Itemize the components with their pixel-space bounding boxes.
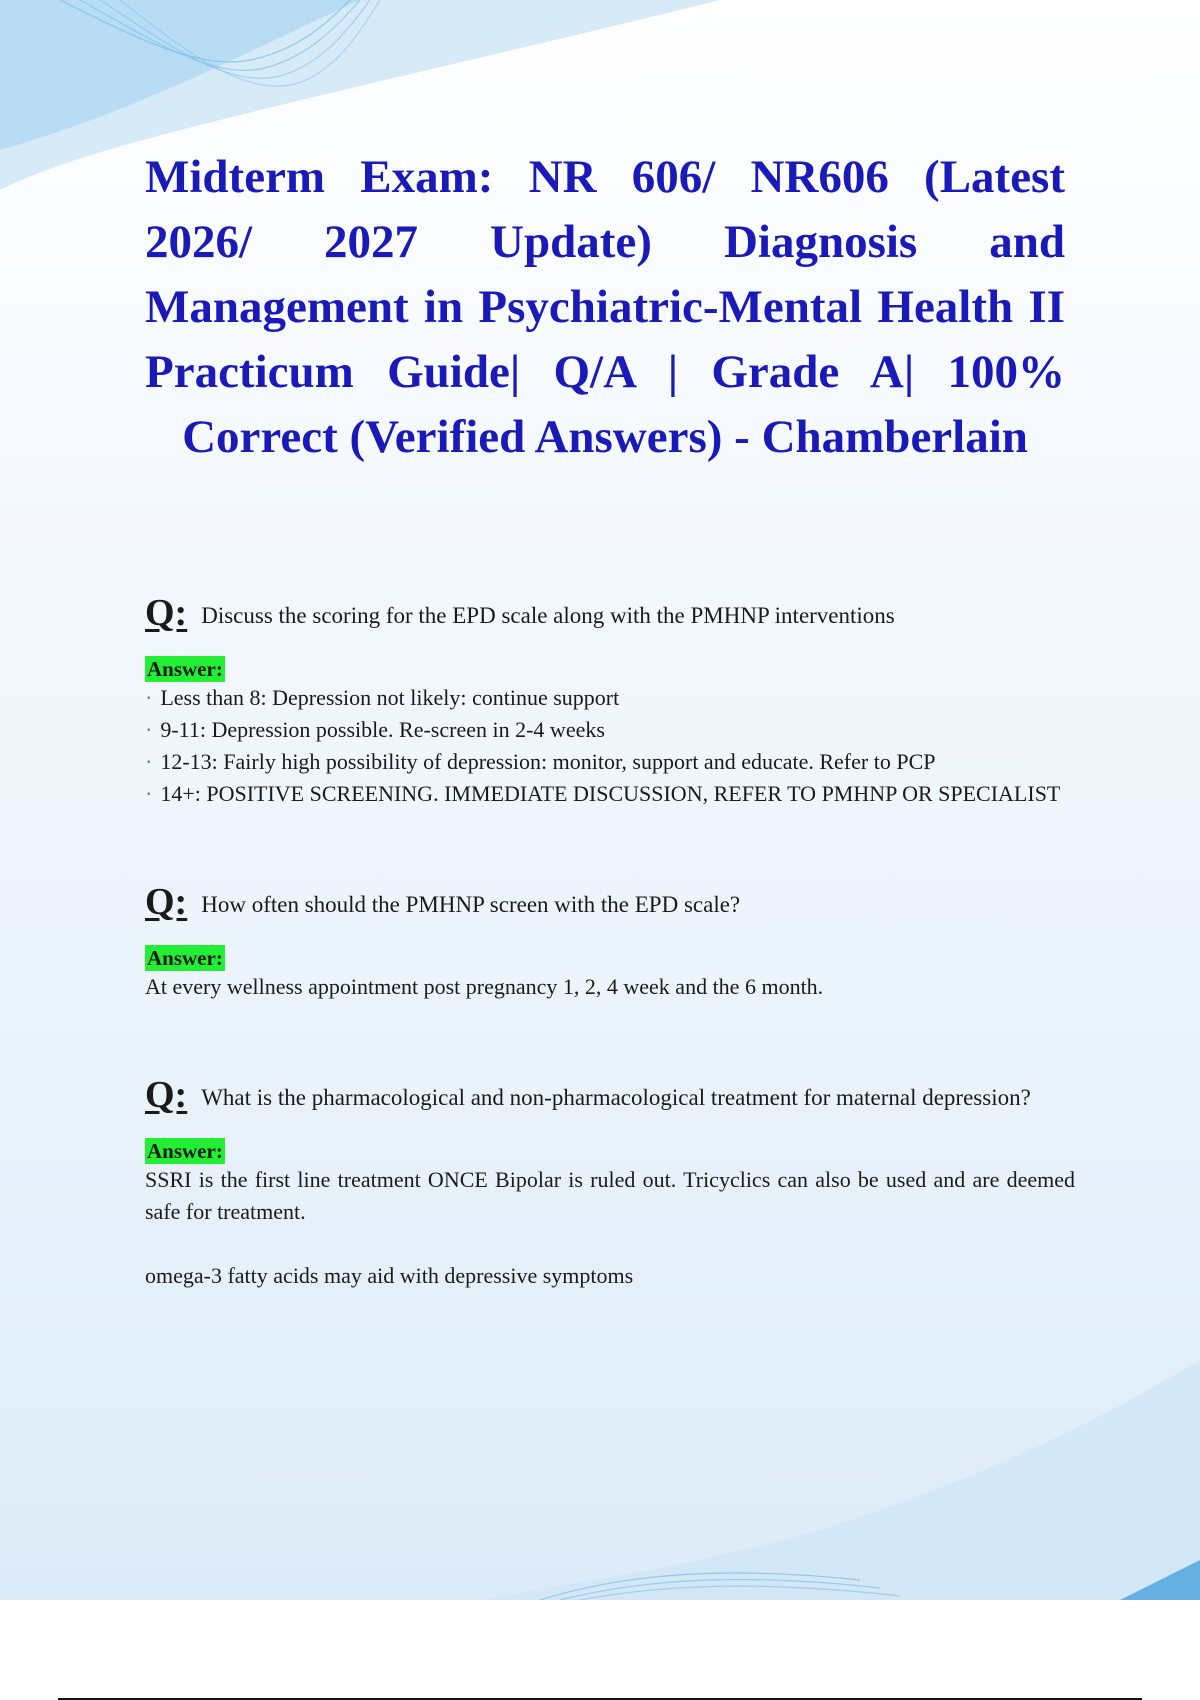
qa-item-3 xyxy=(145,1074,1075,1292)
answer-text: At every wellness appointment post pregnancy 1, 2, 4 week and the 6 month. xyxy=(145,974,824,999)
question-text: How often should the PMHNP screen with the EPD scale? xyxy=(201,892,741,917)
bullet-icon: · xyxy=(145,749,153,774)
question-row xyxy=(145,592,1075,634)
question-text: What is the pharmacological and non-pharmacological treatment for maternal depression? xyxy=(201,1085,1031,1110)
q-marker: Q: xyxy=(145,881,188,923)
bullet-icon: · xyxy=(145,685,153,710)
q-marker: Q: xyxy=(145,1074,188,1116)
question-text: Discuss the scoring for the EPD scale along with the PMHNP interventions xyxy=(201,603,895,628)
answer-line xyxy=(145,714,1075,746)
answer-text: 12-13: Fairly high possibility of depression: monitor, support and educate. Refer to PCP xyxy=(160,749,936,774)
answer-text: 9-11: Depression possible. Re-screen in 2-4 weeks xyxy=(160,717,605,742)
answer-line xyxy=(145,746,1075,778)
answer-label: Answer: xyxy=(147,657,223,681)
question-row xyxy=(145,1074,1075,1116)
answer-text: omega-3 fatty acids may aid with depressive symptoms xyxy=(145,1263,634,1288)
qa-item-2 xyxy=(145,881,1075,1003)
answer-line xyxy=(145,1260,1075,1292)
document-title: Midterm Exam: NR 606/ NR606 (Latest 2026/ 2027 Update) Diagnosis and Management in Psychiatric-Mental Health II Practicum Guide| Q/A | Grade A| 100% Correct (Verified Answers) - Chamberlain xyxy=(145,151,1065,463)
bullet-icon: · xyxy=(145,717,153,742)
qa-item-1 xyxy=(145,592,1075,810)
q-marker: Q: xyxy=(145,592,188,634)
answer-text: SSRI is the first line treatment ONCE Bipolar is ruled out. Tricyclics can also be used and are deemed safe for treatment. xyxy=(145,1167,1075,1224)
bullet-icon: · xyxy=(145,781,153,806)
answer-label: Answer: xyxy=(147,1139,223,1163)
question-row xyxy=(145,881,1075,923)
answer-line xyxy=(145,971,1075,1003)
answer-line xyxy=(145,1164,1075,1228)
answer-line xyxy=(145,682,1075,714)
answer-text: Less than 8: Depression not likely: continue support xyxy=(160,685,620,710)
answer-text: 14+: POSITIVE SCREENING. IMMEDIATE DISCUSSION, REFER TO PMHNP OR SPECIALIST xyxy=(160,781,1061,806)
answer-line xyxy=(145,778,1075,810)
answer-label: Answer: xyxy=(147,946,223,970)
qa-list xyxy=(145,592,1075,1292)
